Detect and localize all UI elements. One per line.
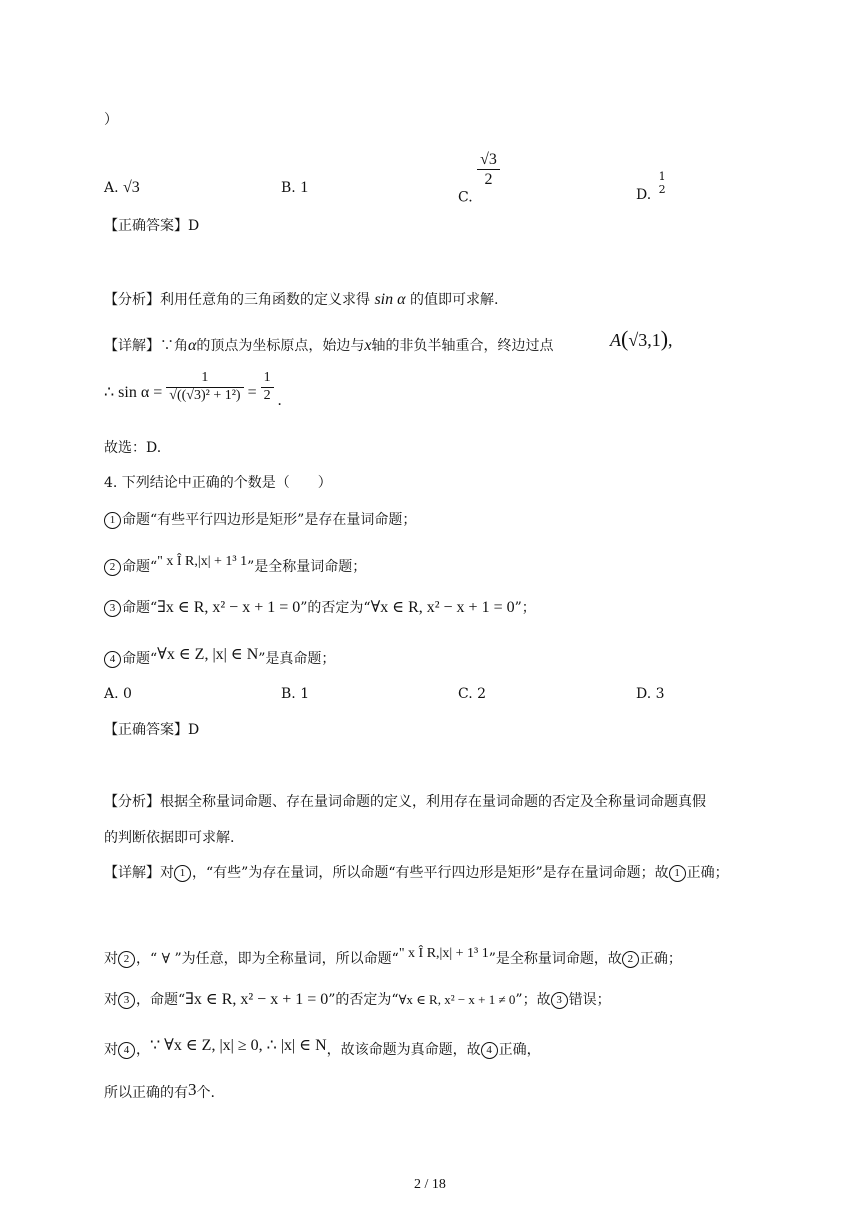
formula-res-den: 2 xyxy=(261,387,274,405)
circle-4-icon: 4 xyxy=(118,1042,135,1059)
option-d xyxy=(636,170,669,204)
q4-answer: 【正确答案】D xyxy=(104,722,200,738)
analysis-prev xyxy=(104,290,498,309)
option-d-den: 2 xyxy=(658,183,666,197)
d3-d: ”；故 xyxy=(515,992,551,1008)
answer-prev: 【正确答案】D xyxy=(104,218,200,234)
sin-formula xyxy=(104,370,282,410)
s4-b: ”是真命题； xyxy=(258,651,336,667)
s3-c: ”； xyxy=(514,600,536,616)
d3-a: 对 xyxy=(104,992,118,1008)
option-b-label: B. xyxy=(281,180,296,196)
d4-c: ，故该命题为真命题，故 xyxy=(326,1042,481,1058)
q4-detail-3 xyxy=(104,990,611,1009)
q4-option-c: C. 2 xyxy=(458,686,487,702)
option-c-num: √3 xyxy=(480,151,497,168)
s2-a: 命题“ xyxy=(122,559,158,575)
detail-alpha: α xyxy=(188,337,197,354)
q4-statement-2 xyxy=(104,554,366,576)
detail-x: x xyxy=(364,337,372,354)
conclusion-num: 3 xyxy=(188,1080,197,1099)
option-d-num: 1 xyxy=(658,170,666,183)
circle-2-icon: 2 xyxy=(118,951,135,968)
d2-math: " x Î R,|x| + 1³ 1 xyxy=(398,946,489,961)
analysis-text-a: 利用任意角的三角函数的定义求得 xyxy=(160,292,370,308)
formula-res-num: 1 xyxy=(263,370,271,385)
q4-detail-4 xyxy=(104,1036,541,1059)
detail-a: ∵角 xyxy=(160,338,188,354)
q4-stem: 4. 下列结论中正确的个数是（ ） xyxy=(104,475,332,491)
d3-math1: ∃x ∈ R, x² − x + 1 = 0 xyxy=(185,991,329,1008)
formula-eq: = xyxy=(247,383,257,401)
q4-detail-2 xyxy=(104,946,682,968)
circle-4-icon: 4 xyxy=(481,1042,498,1059)
detail-b: 的顶点为坐标原点，始边与 xyxy=(196,338,365,354)
page-number: 2 / 18 xyxy=(414,1177,446,1192)
option-d-fraction xyxy=(656,170,669,196)
conclusion-a: 所以正确的有 xyxy=(104,1085,188,1101)
d4-a: 对 xyxy=(104,1042,118,1058)
point-a-label: A xyxy=(610,330,621,350)
d2-a: 对 xyxy=(104,951,118,967)
q4-statement-4 xyxy=(104,645,335,668)
formula-result xyxy=(261,370,274,405)
point-a-coords: √3,1 xyxy=(628,330,661,350)
option-b-value: 1 xyxy=(300,179,309,196)
d4-d: 正确， xyxy=(498,1042,541,1058)
s2-math: " x Î R,|x| + 1³ 1 xyxy=(157,554,248,569)
q4-option-a: A. 0 xyxy=(104,686,132,702)
formula-lhs: ∴ sin α = xyxy=(104,383,163,401)
q4-conclusion xyxy=(104,1080,215,1102)
d2-c: ”是全称量词命题，故 xyxy=(488,951,622,967)
d4-math: ∵ ∀x ∈ Z, |x| ≥ 0, ∴ |x| ∈ N xyxy=(150,1037,327,1054)
analysis-text-b: 的值即可求解. xyxy=(409,292,499,308)
option-a xyxy=(104,178,140,197)
q4-option-d: D. 3 xyxy=(636,686,665,702)
detail-prev xyxy=(104,336,554,355)
d1-a: ，“有些”为存在量词，所以命题“有些平行四边形是矩形”是存在量词命题；故 xyxy=(192,865,669,881)
analysis-math: sin α xyxy=(374,291,406,308)
option-c-label: C. xyxy=(458,189,473,206)
option-c-fraction xyxy=(477,150,500,189)
circle-3-icon: 3 xyxy=(551,992,568,1009)
option-b xyxy=(281,178,308,197)
circle-1-icon: 1 xyxy=(174,865,191,882)
option-a-label: A. xyxy=(104,180,119,196)
q4-analysis-line-1: 【分析】根据全称量词命题、存在量词命题的定义，利用存在量词命题的否定及全称量词命题真假 xyxy=(104,794,706,810)
d3-b: ，命题“ xyxy=(136,992,186,1008)
q4-option-b: B. 1 xyxy=(281,686,310,702)
formula-period: . xyxy=(277,391,282,409)
conclusion-b: 个. xyxy=(196,1085,215,1101)
close-paren: ） xyxy=(104,112,118,128)
circle-1-icon: 1 xyxy=(669,865,686,882)
circle-3-icon: 3 xyxy=(118,992,135,1009)
q4-statement-1 xyxy=(104,512,416,529)
q4-statement-3 xyxy=(104,598,536,617)
s3-math1: ∃x ∈ R, x² − x + 1 = 0 xyxy=(157,599,301,616)
circle-3-icon: 3 xyxy=(104,600,121,617)
detail-c: 轴的非负半轴重合，终边过点 xyxy=(371,338,554,354)
s3-math2: ∀x ∈ R, x² − x + 1 = 0 xyxy=(370,599,515,616)
detail-tag: 【详解】 xyxy=(104,338,160,354)
analysis-tag: 【分析】 xyxy=(104,292,160,308)
circle-4-icon: 4 xyxy=(104,651,121,668)
option-c xyxy=(458,150,500,206)
d3-e: 错误； xyxy=(568,992,611,1008)
formula-den: √((√3)² + 1²) xyxy=(166,387,243,405)
circle-2-icon: 2 xyxy=(622,951,639,968)
circle-1-icon: 1 xyxy=(104,512,121,529)
s4-math: ∀x ∈ Z, |x| ∈ N xyxy=(157,646,259,663)
d2-d: 正确； xyxy=(639,951,682,967)
d1-tag: 【详解】对 xyxy=(104,865,174,881)
circle-2-icon: 2 xyxy=(104,559,121,576)
d3-math2: ∀x ∈ R, x² − x + 1 ≠ 0 xyxy=(398,992,516,1007)
option-a-value: √3 xyxy=(123,179,140,196)
choice-prev: 故选：D. xyxy=(104,440,162,456)
formula-num: 1 xyxy=(201,370,209,385)
point-a: A(√3,1), xyxy=(610,326,673,351)
d1-b: 正确； xyxy=(686,865,729,881)
d2-b: ，“ ∀ ”为任意，即为全称量词，所以命题“ xyxy=(136,951,399,967)
s1-text: 命题“有些平行四边形是矩形”是存在量词命题； xyxy=(122,512,417,528)
q4-detail-1 xyxy=(104,865,729,882)
s4-a: 命题“ xyxy=(122,651,158,667)
d4-b: ， xyxy=(136,1042,150,1058)
d3-c: ”的否定为“ xyxy=(328,992,399,1008)
formula-fraction xyxy=(166,370,243,405)
q4-analysis-line-2: 的判断依据即可求解. xyxy=(104,830,235,846)
option-d-label: D. xyxy=(636,187,652,204)
s2-b: ”是全称量词命题； xyxy=(247,559,367,575)
option-c-den: 2 xyxy=(477,169,500,189)
s3-b: ”的否定为“ xyxy=(300,600,371,616)
s3-a: 命题“ xyxy=(122,600,158,616)
point-a-comma: , xyxy=(668,330,673,350)
